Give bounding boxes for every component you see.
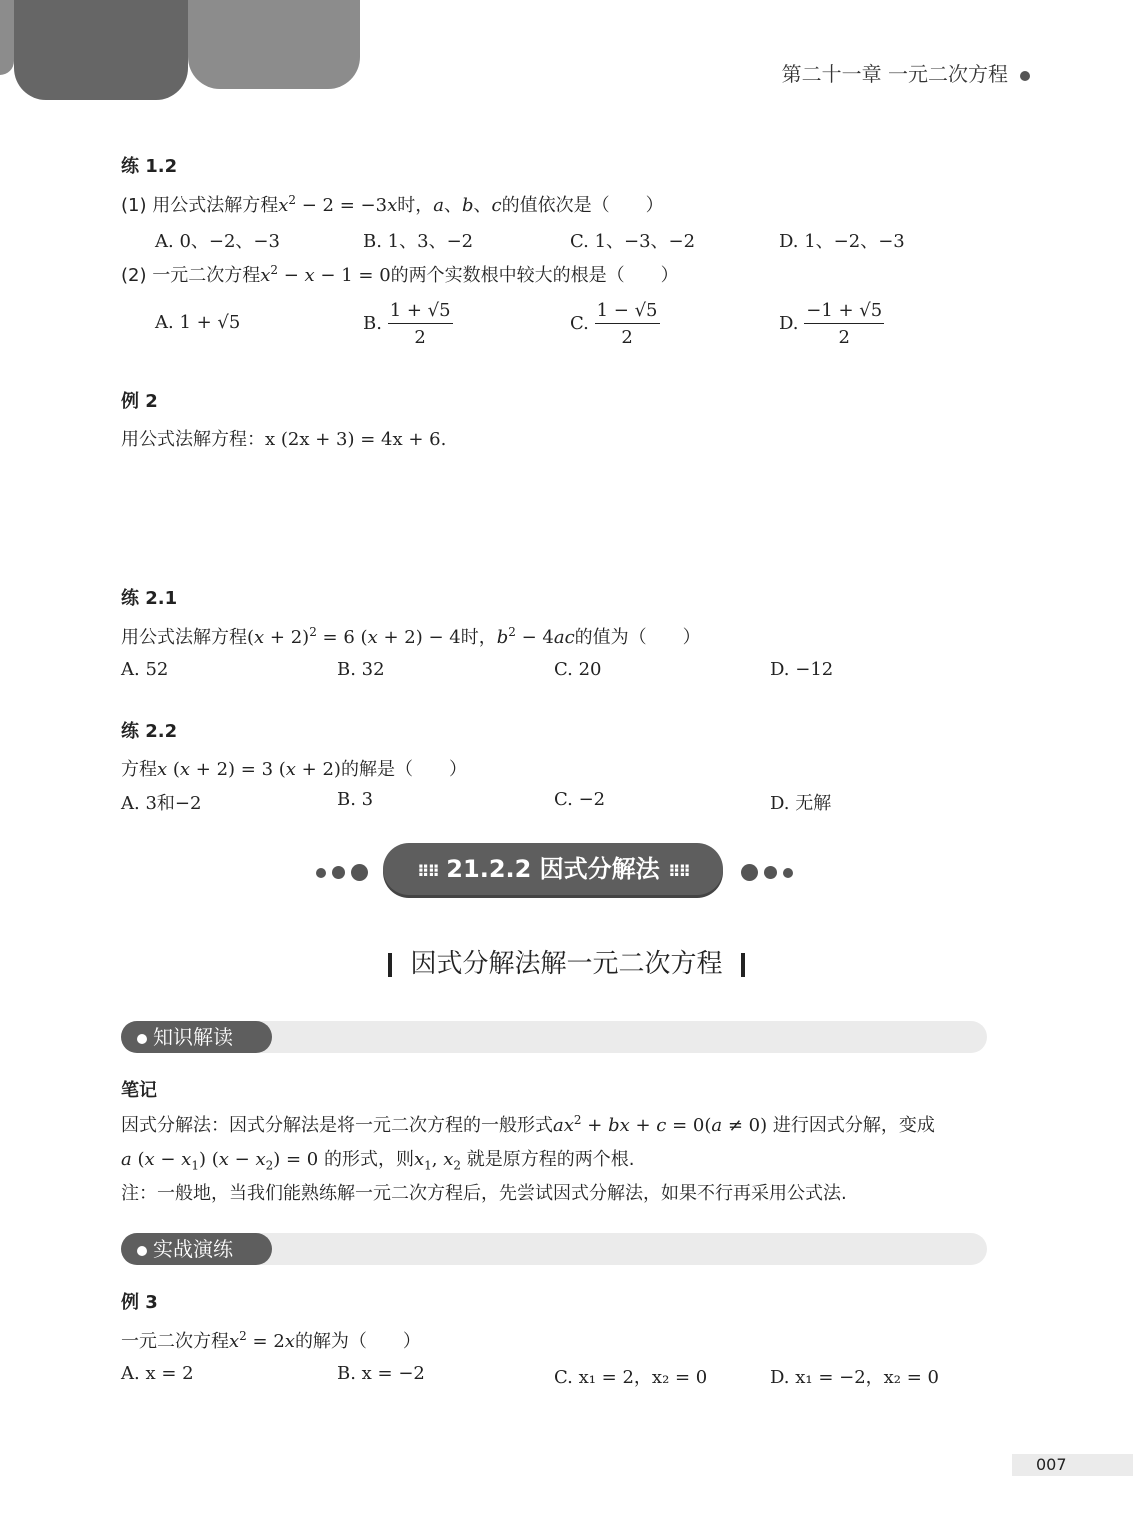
example-heading-2: 例 2 [121,391,158,412]
option-b: B. 1、3、−2 [363,231,474,252]
note-text: 因式分解法：因式分解法是将一元二次方程的一般形式 [121,1115,553,1136]
option-d: D. 1、−2、−3 [779,231,905,252]
math-eq: x [278,195,289,216]
option-b [363,300,453,348]
question-text: 时， [460,627,497,648]
option-a: A. x = 2 [121,1363,194,1384]
question-text: 一元二次方程 [121,1331,229,1352]
option-b: B. x = −2 [337,1363,425,1384]
fraction-denominator: 2 [621,327,633,348]
question-text: 的解为（ ） [294,1331,421,1352]
pill-knowledge [121,1021,272,1053]
pill-label: 知识解读 [153,1025,233,1049]
option-d: D. x₁ = −2，x₂ = 0 [770,1367,940,1388]
option-label: D. [779,313,799,334]
math-eq: x (2x + 3) = 4x + 6. [265,429,447,450]
decor-tab-edge [0,0,14,75]
page-number: 007 [1012,1454,1133,1476]
notes-heading: 笔记 [121,1080,157,1101]
section-title [0,943,1133,980]
banner-label: 21.2.2 因式分解法 [446,855,660,883]
question-1-2-2: (2) 一元二次方程$x^2 - x - 1 = 0$的两个实数根中较大的根是（ ） [121,263,679,286]
option-b: B. 3 [337,789,374,810]
banner-dots-right [738,862,796,881]
question-1-2-1: (1) 用公式法解方程$x^2 - 2 = -3x$时，a、b、c的值依次是（ ） [121,193,664,216]
notes-line-1: 因式分解法：因式分解法是将一元二次方程的一般形式$ax^2$ + bx + c = 0(a ≠ 0) 进行因式分解，变成 [121,1113,935,1136]
question-text: 的两个实数根中较大的根是（ ） [390,265,679,286]
option-a: A. 52 [121,659,169,680]
pill-practice [121,1233,272,1265]
notes-line-2: a $(x - x_1)$ $(x - x_2) = 0$ 的形式，则$x_1$, $x_2$ 就是原方程的两个根. [121,1149,635,1173]
bullet-icon [1020,71,1030,81]
title-bar-left [388,953,392,977]
fraction-numerator: −1 + √5 [804,300,884,324]
option-c: C. 20 [554,659,602,680]
fraction-denominator: 2 [838,327,850,348]
option-d: D. −12 [770,659,834,680]
grid-icon: ⠿⠿ [668,862,690,881]
note-text: 进行因式分解，变成 [767,1115,935,1136]
question-text: (2) 一元二次方程 [121,265,261,286]
decor-tab-dark [14,0,188,100]
exercise-heading-1-2: 练 1.2 [121,156,178,177]
chapter-title: 第二十一章 一元二次方程 [781,62,1008,86]
question-text: (1) 用公式法解方程 [121,195,279,216]
section-title-text: 因式分解法解一元二次方程 [410,949,723,979]
example-2-text [121,425,446,451]
question-text: 的解是（ ） [340,759,467,780]
exercise-heading-2-2: 练 2.2 [121,721,178,742]
question-text: 的值为（ ） [574,627,701,648]
option-a: A. 1 + √5 [155,312,241,333]
question-text: 用公式法解方程 [121,627,247,648]
option-c: C. −2 [554,789,606,810]
section-banner [383,843,723,895]
fraction-denominator: 2 [414,327,426,348]
title-bar-right [741,953,745,977]
question-text: 方程 [121,759,157,780]
chapter-header [782,58,1030,87]
option-a: A. 0、−2、−3 [155,231,280,252]
fraction-numerator: 1 + √5 [388,300,453,324]
question-text: 用公式法解方程： [121,429,265,450]
exercise-heading-2-1: 练 2.1 [121,588,178,609]
pill-label: 实战演练 [153,1237,233,1261]
option-c: C. 1、−3、−2 [570,231,696,252]
option-label: C. [570,313,589,334]
banner-dots-left [313,862,371,881]
option-c [570,300,660,348]
option-label: B. [363,313,382,334]
note-text: 的形式，则 [318,1149,414,1170]
option-a: A. 3和−2 [121,793,202,814]
option-d: D. 无解 [770,793,832,814]
question-text: 的值依次是（ ） [501,195,664,216]
example-3-text: 一元二次方程$x^2 = 2x$的解为（ ） [121,1329,421,1352]
question-2-2: 方程x (x + 2) = 3 (x + 2)的解是（ ） [121,759,467,780]
example-heading-3: 例 3 [121,1292,158,1313]
decor-tab-light [188,0,360,89]
note-text: 就是原方程的两个根. [461,1149,635,1170]
option-d [779,300,884,348]
fraction-numerator: 1 − √5 [595,300,660,324]
option-c: C. x₁ = 2，x₂ = 0 [554,1367,708,1388]
question-2-1: 用公式法解方程$(x + 2)^2 = 6$ (x + 2) − 4时，$b^2 - 4ac$的值为（ ） [121,625,701,648]
option-b: B. 32 [337,659,385,680]
grid-icon: ⠿⠿ [416,862,438,881]
notes-line-3: 注：一般地，当我们能熟练解一元二次方程后，先尝试因式分解法，如果不行再采用公式法. [121,1183,847,1204]
question-text: 时， [397,195,434,216]
